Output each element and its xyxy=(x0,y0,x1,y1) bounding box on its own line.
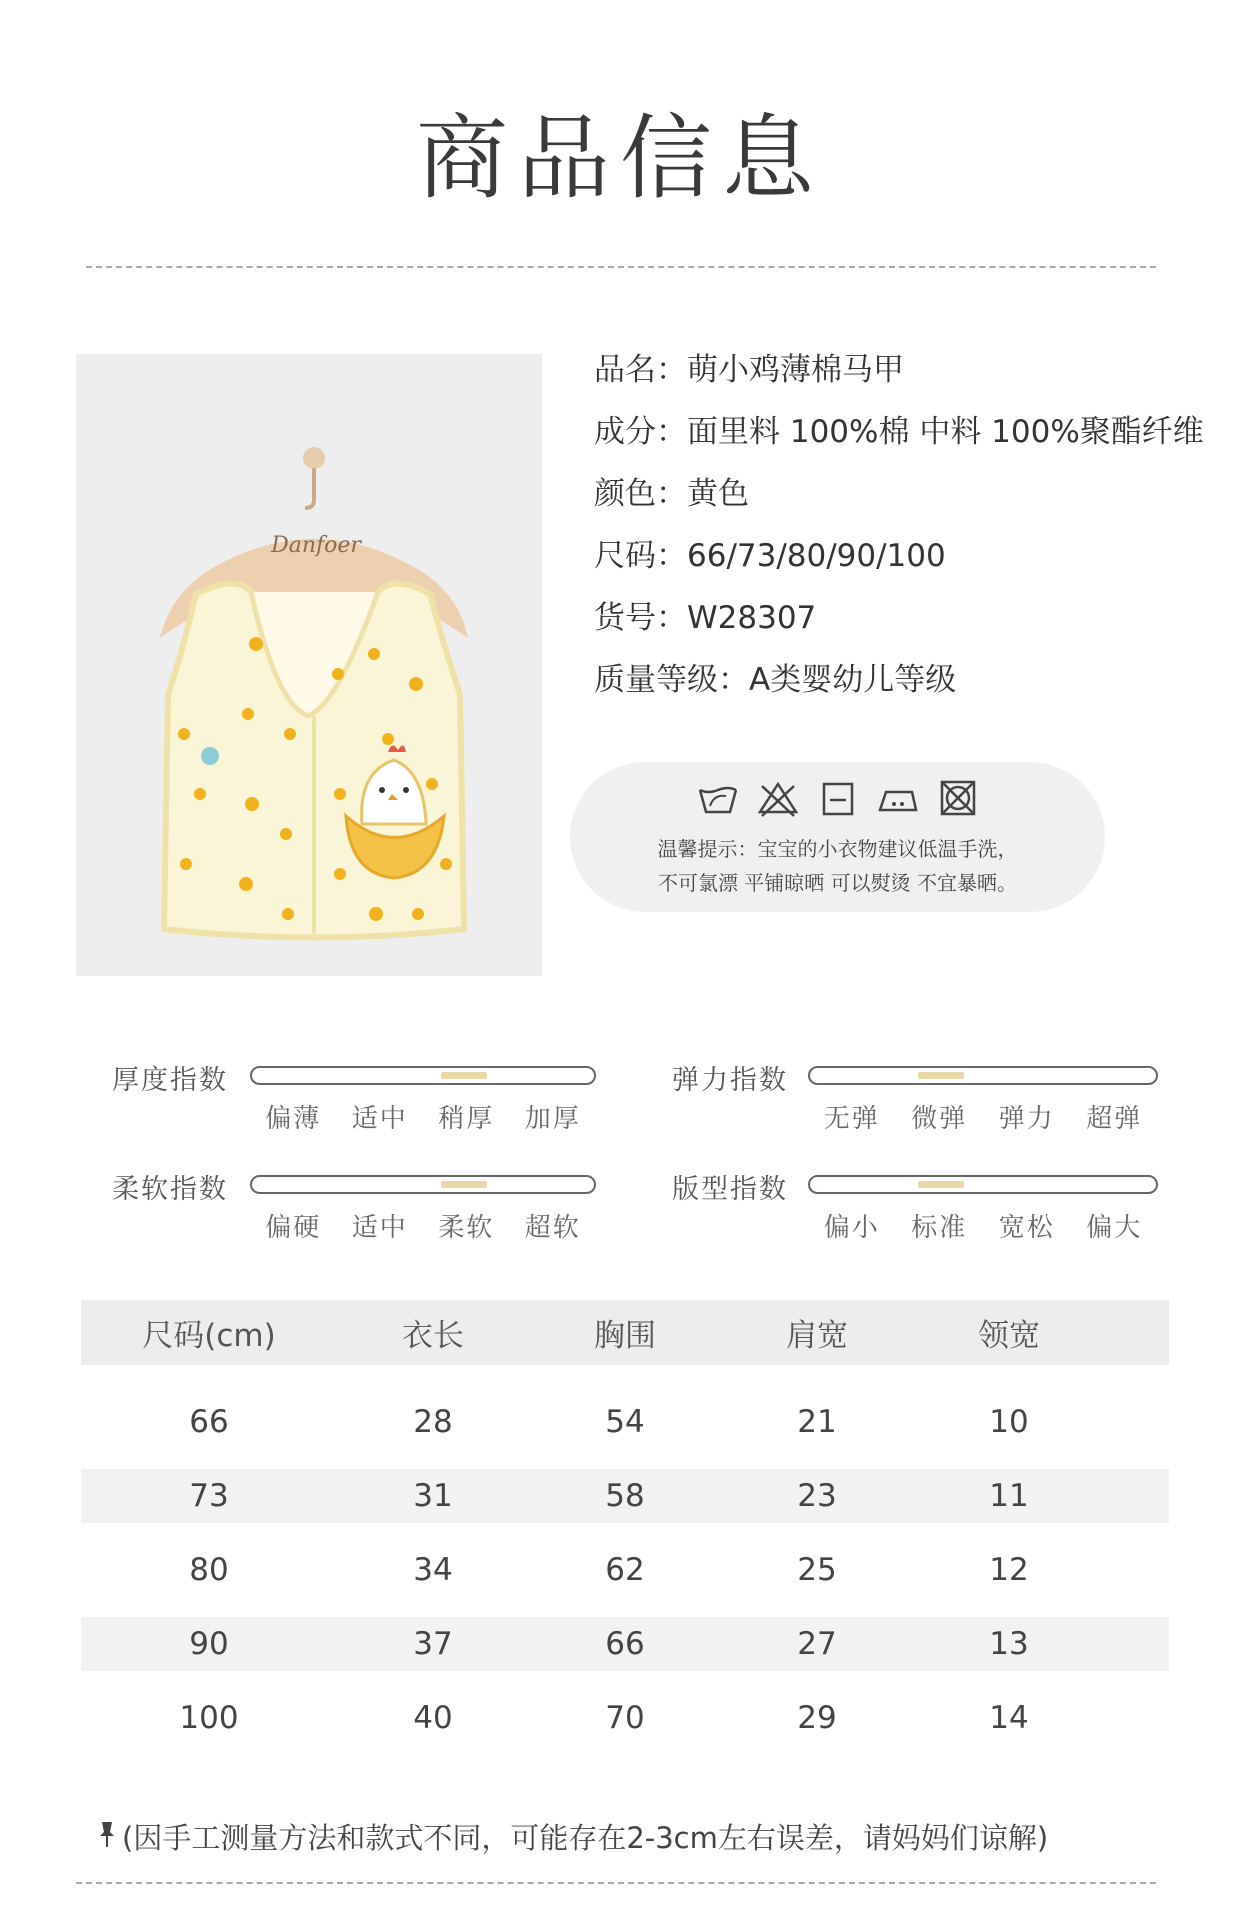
care-line-1: 温馨提示：宝宝的小衣物建议低温手洗， xyxy=(657,837,1018,861)
header-cell: 胸围 xyxy=(594,1318,656,1354)
no-bleach-icon xyxy=(756,776,800,820)
table-cell: 21 xyxy=(797,1404,837,1440)
table-cell: 66 xyxy=(605,1626,645,1662)
table-cell: 11 xyxy=(989,1478,1029,1514)
product-info xyxy=(594,346,1204,718)
index-marker xyxy=(441,1072,487,1079)
table-cell: 37 xyxy=(413,1626,453,1662)
info-grade: 质量等级：A类婴幼儿等级 xyxy=(594,662,957,698)
table-row xyxy=(81,1395,1169,1449)
table-row xyxy=(81,1469,1169,1523)
note-text: (因手工测量方法和款式不同，可能存在2-3cm左右误差，请妈妈们谅解) xyxy=(122,1821,1049,1855)
flat-dry-icon xyxy=(816,776,860,820)
index-marker xyxy=(441,1181,487,1188)
measurement-note xyxy=(96,1816,1048,1857)
index-option: 超软 xyxy=(524,1213,581,1243)
vest-illustration xyxy=(76,354,542,976)
index-bar xyxy=(808,1175,1158,1194)
index-option: 加厚 xyxy=(524,1104,581,1134)
index-option: 适中 xyxy=(351,1213,408,1243)
index-label: 版型指数 xyxy=(672,1174,788,1205)
care-line-2: 不可氯漂 平铺晾晒 可以熨烫 不宜暴晒。 xyxy=(657,871,1018,895)
index-option: 适中 xyxy=(351,1104,408,1134)
size-table-header xyxy=(81,1300,1169,1365)
info-color: 颜色：黄色 xyxy=(594,476,749,512)
info-material: 成分：面里料 100%棉 中料 100%聚酯纤维 xyxy=(594,414,1204,450)
index-marker xyxy=(918,1072,964,1079)
index-option: 偏硬 xyxy=(265,1213,322,1243)
table-cell: 62 xyxy=(605,1552,645,1588)
header-cell: 领宽 xyxy=(978,1318,1040,1354)
table-row xyxy=(81,1617,1169,1671)
index-option: 偏小 xyxy=(823,1213,880,1243)
index-option: 宽松 xyxy=(998,1213,1055,1243)
table-cell: 70 xyxy=(605,1700,645,1736)
index-label: 厚度指数 xyxy=(112,1065,228,1096)
index-option: 标准 xyxy=(911,1213,968,1243)
page-title: 商品信息 xyxy=(415,105,824,212)
pushpin-icon xyxy=(96,1820,118,1855)
info-name: 品名：萌小鸡薄棉马甲 xyxy=(594,352,904,388)
index-marker xyxy=(918,1181,964,1188)
table-cell: 73 xyxy=(189,1478,229,1514)
table-cell: 28 xyxy=(413,1404,453,1440)
table-cell: 14 xyxy=(989,1700,1029,1736)
header-cell: 衣长 xyxy=(402,1318,464,1354)
info-sizes: 尺码：66/73/80/90/100 xyxy=(594,538,946,574)
index-label: 弹力指数 xyxy=(672,1065,788,1096)
index-option: 超弹 xyxy=(1086,1104,1143,1134)
table-cell: 90 xyxy=(189,1626,229,1662)
table-cell: 27 xyxy=(797,1626,837,1662)
hand-wash-icon xyxy=(696,776,740,820)
table-cell: 100 xyxy=(179,1700,239,1736)
table-cell: 12 xyxy=(989,1552,1029,1588)
table-cell: 80 xyxy=(189,1552,229,1588)
divider-bottom xyxy=(76,1882,1156,1884)
index-option: 微弹 xyxy=(911,1104,968,1134)
table-cell: 13 xyxy=(989,1626,1029,1662)
index-bar xyxy=(808,1066,1158,1085)
header-cell: 肩宽 xyxy=(786,1318,848,1354)
table-cell: 40 xyxy=(413,1700,453,1736)
divider-top xyxy=(86,266,1156,268)
iron-icon xyxy=(876,776,920,820)
index-option: 柔软 xyxy=(438,1213,495,1243)
table-row xyxy=(81,1691,1169,1745)
index-label: 柔软指数 xyxy=(112,1174,228,1205)
table-cell: 58 xyxy=(605,1478,645,1514)
index-option: 稍厚 xyxy=(438,1104,495,1134)
table-cell: 31 xyxy=(413,1478,453,1514)
table-cell: 66 xyxy=(189,1404,229,1440)
index-option: 偏薄 xyxy=(265,1104,322,1134)
index-option: 无弹 xyxy=(823,1104,880,1134)
care-tips xyxy=(570,762,1105,912)
index-bar xyxy=(250,1066,596,1085)
size-table xyxy=(81,1300,1169,1745)
table-cell: 23 xyxy=(797,1478,837,1514)
no-tumble-dry-icon xyxy=(936,776,980,820)
hanger-brand: Danfoer xyxy=(271,533,361,558)
table-cell: 54 xyxy=(605,1404,645,1440)
info-sku: 货号：W28307 xyxy=(594,600,817,636)
table-cell: 29 xyxy=(797,1700,837,1736)
index-option: 偏大 xyxy=(1086,1213,1143,1243)
header-cell: 尺码(cm) xyxy=(142,1318,276,1354)
table-row xyxy=(81,1543,1169,1597)
product-photo xyxy=(76,354,542,976)
table-cell: 34 xyxy=(413,1552,453,1588)
table-cell: 10 xyxy=(989,1404,1029,1440)
index-bar xyxy=(250,1175,596,1194)
index-option: 弹力 xyxy=(998,1104,1055,1134)
table-cell: 25 xyxy=(797,1552,837,1588)
